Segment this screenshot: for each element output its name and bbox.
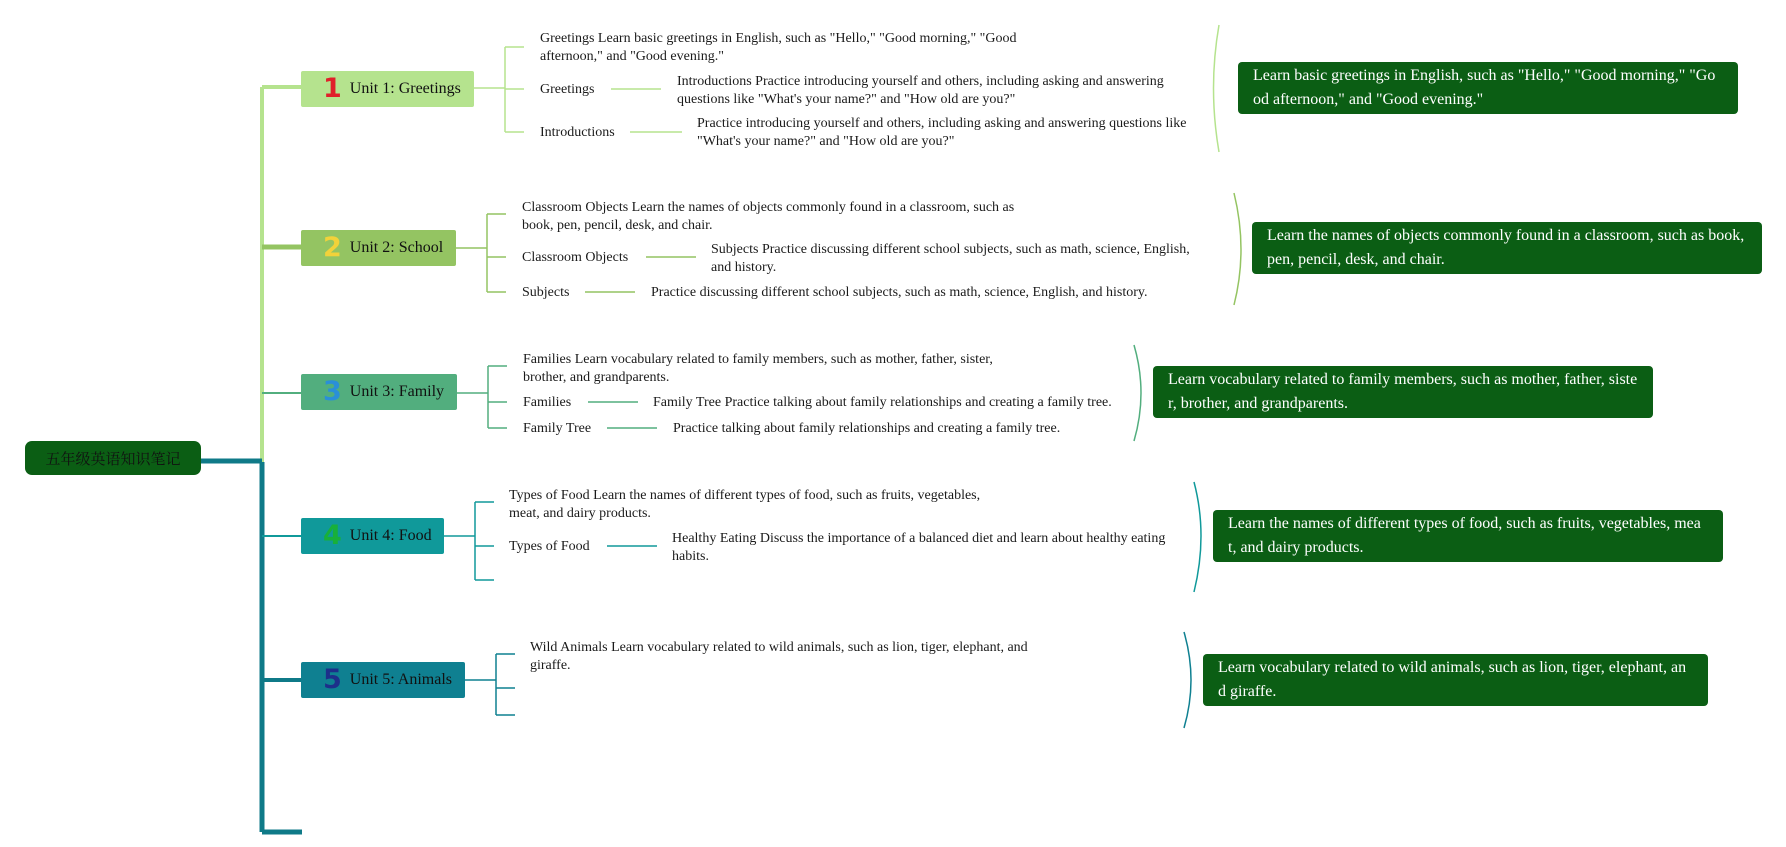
unit-title-5: Unit 5: Animals (349, 671, 453, 688)
unit-3-topic-1-label[interactable]: Families (523, 395, 572, 410)
unit-title-1: Unit 1: Greetings (349, 80, 461, 97)
unit-2-topic-1-label[interactable]: Classroom Objects (522, 250, 629, 265)
unit-3-detail[interactable]: Families Learn vocabulary related to family members, such as mother, father, sister, brother, and grandparents. (523, 352, 993, 385)
unit-number-1: 1 (323, 73, 342, 104)
unit-4-topic-1-note[interactable]: Healthy Eating Discuss the importance of a balanced diet and learn about healthy eating habits. (672, 531, 1166, 564)
unit-5-summary[interactable]: Learn vocabulary related to wild animals, such as lion, tiger, elephant, and giraffe. (1203, 654, 1708, 706)
unit-2-topic-1-note[interactable]: Subjects Practice discussing different school subjects, such as math, science, English, and history. (711, 242, 1190, 275)
unit-1-topic-1-note[interactable]: Introductions Practice introducing yourself and others, including asking and answering questions like "What's your name?" and "How old are you?" (677, 74, 1164, 107)
summary-brace-1 (1214, 25, 1220, 152)
unit-title-2: Unit 2: School (349, 239, 444, 256)
unit-3-topic-1-note[interactable]: Family Tree Practice talking about family relationships and creating a family tree. (653, 395, 1112, 410)
unit-2-topic-2-note[interactable]: Practice discussing different school subjects, such as math, science, English, and history. (651, 285, 1148, 300)
unit-1-topic-2-note[interactable]: Practice introducing yourself and others, including asking and answering questions like "What's your name?" and "How old are you?" (697, 116, 1187, 149)
unit-1-summary[interactable]: Learn basic greetings in English, such as "Hello," "Good morning," "Good afternoon," and "Good evening." (1238, 62, 1738, 114)
unit-title-4: Unit 4: Food (349, 527, 432, 544)
unit-1-topic-2-label[interactable]: Introductions (540, 125, 615, 140)
unit-node-2[interactable] (301, 230, 456, 266)
unit-number-4: 4 (323, 520, 342, 551)
summary-brace-4 (1194, 482, 1201, 592)
unit-number-2: 2 (323, 232, 342, 263)
unit-1-detail[interactable]: Greetings Learn basic greetings in English, such as "Hello," "Good morning," "Good afternoon," and "Good evening." (540, 31, 1017, 64)
unit-3-topic-2-label[interactable]: Family Tree (523, 421, 592, 436)
unit-5-detail[interactable]: Wild Animals Learn vocabulary related to wild animals, such as lion, tiger, elephant, and giraffe. (530, 640, 1028, 673)
unit-number-5: 5 (323, 664, 342, 695)
unit-2-summary[interactable]: Learn the names of objects commonly found in a classroom, such as book, pen, pencil, desk, and chair. (1252, 222, 1762, 274)
unit-1-topic-1-label[interactable]: Greetings (540, 82, 595, 97)
unit-node-3[interactable] (301, 374, 457, 410)
unit-4-detail[interactable]: Types of Food Learn the names of different types of food, such as fruits, vegetables, meat, and dairy products. (509, 488, 981, 521)
unit-4-summary[interactable]: Learn the names of different types of food, such as fruits, vegetables, meat, and dairy products. (1213, 510, 1723, 562)
unit-2-topic-2-label[interactable]: Subjects (522, 285, 570, 300)
summary-brace-5 (1184, 632, 1191, 728)
root-node[interactable] (25, 441, 201, 475)
unit-node-4[interactable] (301, 518, 444, 554)
unit-title-3: Unit 3: Family (349, 383, 445, 400)
summary-brace-2 (1234, 193, 1241, 305)
unit-number-3: 3 (323, 376, 342, 407)
root-label: 五年级英语知识笔记 (45, 449, 181, 468)
unit-node-1[interactable] (301, 71, 474, 107)
unit-3-summary[interactable]: Learn vocabulary related to family members, such as mother, father, sister, brother, and grandparents. (1153, 366, 1653, 418)
unit-node-5[interactable] (301, 662, 465, 698)
unit-2-detail[interactable]: Classroom Objects Learn the names of objects commonly found in a classroom, such as book, pen, pencil, desk, and chair. (522, 200, 1015, 233)
unit-3-topic-2-note[interactable]: Practice talking about family relationships and creating a family tree. (673, 421, 1061, 436)
unit-5-subtree (465, 654, 515, 715)
unit-4-topic-1-label[interactable]: Types of Food (509, 539, 590, 554)
